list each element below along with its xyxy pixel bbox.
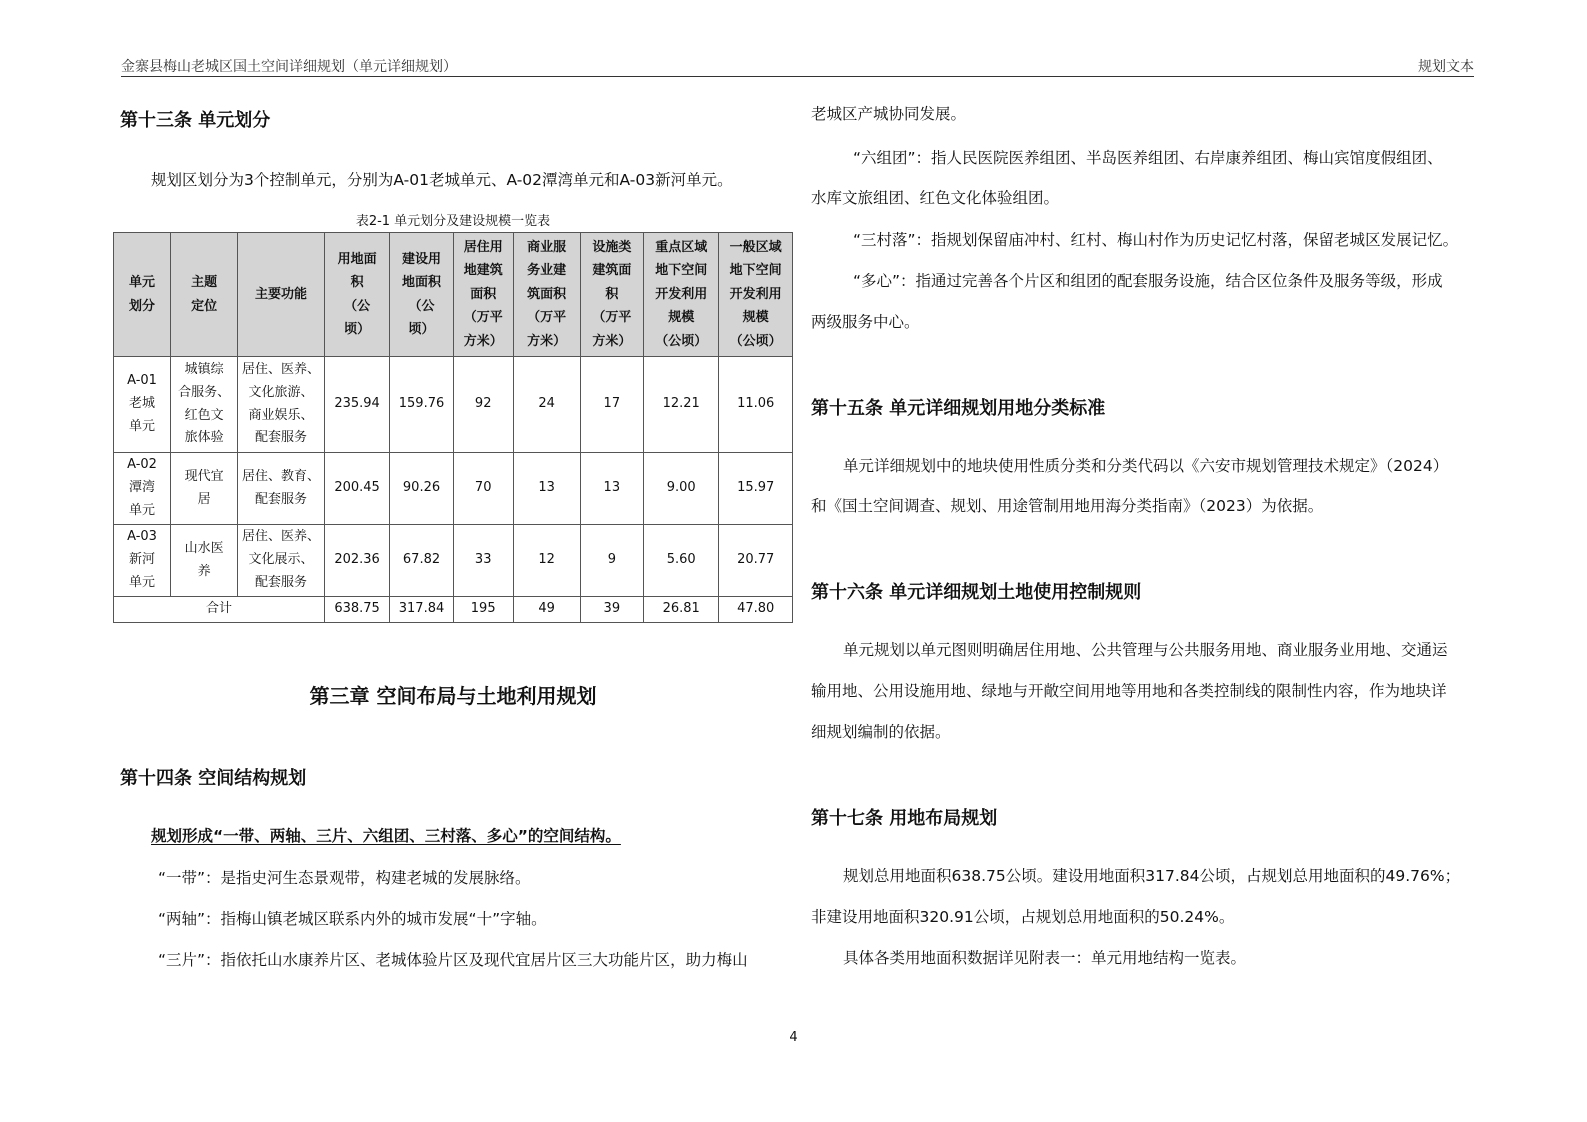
table-total-value: 638.75 [324,597,389,623]
table-cell-value: 12 [513,525,580,597]
cell-line: 养 [197,563,211,579]
section-14-liangzhou: “两轴”：指梅山镇老城区联系内外的城市发展“十”字轴。 [158,910,547,928]
header-line: 定位 [191,298,218,314]
section-16-line-1: 单元规划以单元图则明确居住用地、公共管理与公共服务用地、商业服务业用地、交通运 [843,641,1448,659]
section-17-title: 第十七条 用地布局规划 [811,808,998,829]
table-cell-value: 15.97 [719,453,793,525]
table-cell-value: 67.82 [390,525,454,597]
table-cell-unit [114,525,171,597]
table-total-value: 49 [513,597,580,623]
cell-line: 现代宜 [184,468,224,484]
table-cell-value: 24 [513,357,580,453]
section-17-line-2: 非建设用地面积320.91公顷，占规划总用地面积的50.24%。 [811,908,1235,926]
cell-line: 旅体验 [184,430,224,446]
cell-line: 潭湾 [129,480,156,496]
table-total-row [114,597,793,623]
header-line: 地面积 [402,275,442,291]
table-total-value: 317.84 [390,597,454,623]
header-document-title: 金寨县梅山老城区国土空间详细规划（单元详细规划） [121,59,457,75]
header-line: 方米） [527,333,567,349]
header-line: 顷） [344,321,371,337]
table-cell-theme [171,453,238,525]
header-line: （万平 [592,310,632,326]
header-line: （公 [344,298,371,314]
continued-text: 老城区产城协同发展。 [811,105,967,123]
cell-line: A-01 [127,373,157,389]
section-13-paragraph: 规划区划分为3个控制单元，分别为A-01老城单元、A-02潭湾单元和A-03新河单元。 [151,171,733,189]
header-line: 地建筑 [463,263,503,279]
table-cell-value: 11.06 [719,357,793,453]
header-line: 商业服 [527,240,567,256]
table-cell-func [238,525,325,597]
duoxin-line-1: “多心”：指通过完善各个片区和组团的配套服务设施，结合区位条件及服务等级，形成 [853,272,1443,290]
sancunluo-line: “三村落”：指规划保留庙冲村、红村、梅山村作为历史记忆村落，保留老城区发展记忆。 [853,231,1459,249]
table-total-label: 合计 [114,597,325,623]
table-cell-value: 9 [580,525,643,597]
table-cell-value: 12.21 [644,357,719,453]
table-cell-value: 20.77 [719,525,793,597]
liuzutuan-line-1: “六组团”：指人民医院医养组团、半岛医养组团、右岸康养组团、梅山宾馆度假组团、 [853,149,1443,167]
table-header-cell [453,233,513,357]
cell-line: 老城 [129,396,156,412]
table-total-value: 195 [453,597,513,623]
table-cell-value: 200.45 [324,453,389,525]
table-total-value: 47.80 [719,597,793,623]
table-row [114,357,793,453]
header-line: 设施类 [592,240,632,256]
header-line: 顷） [408,321,435,337]
header-line: 开发利用 [655,286,708,302]
header-line: 居住用 [463,240,503,256]
header-line: 面积 [470,286,497,302]
header-line: 重点区域 [655,240,708,256]
table-cell-func [238,453,325,525]
table-header-cell [513,233,580,357]
table-cell-value: 90.26 [390,453,454,525]
section-17-line-3: 具体各类用地面积数据详见附表一：单元用地结构一览表。 [843,949,1247,967]
header-line: 积 [605,286,619,302]
table-cell-value: 13 [580,453,643,525]
cell-line: 单元 [129,502,156,518]
table-cell-unit [114,453,171,525]
header-line: 划分 [129,298,156,314]
table-cell-value: 13 [513,453,580,525]
table-cell-func [238,357,325,453]
cell-line: 居住、教育、 [241,468,320,484]
header-line: （公顷） [729,333,782,349]
header-line: 地下空间 [729,263,782,279]
cell-line: 文化旅游、 [248,384,314,400]
table-cell-theme [171,357,238,453]
table-cell-theme [171,525,238,597]
table-header-cell [324,233,389,357]
cell-line: 居 [197,491,211,507]
cell-line: A-03 [127,529,157,545]
header-line: 主要功能 [254,286,307,302]
section-15-title: 第十五条 单元详细规划用地分类标准 [811,398,1106,419]
cell-line: 配套服务 [254,491,307,507]
unit-scale-table [113,232,793,623]
section-14-title: 第十四条 空间结构规划 [120,768,307,789]
duoxin-line-2: 两级服务中心。 [811,313,920,331]
table-cell-value: 17 [580,357,643,453]
cell-line: 新河 [129,552,156,568]
table-total-value: 39 [580,597,643,623]
header-line: 主题 [191,275,218,291]
table-cell-value: 235.94 [324,357,389,453]
header-line: 务业建 [527,263,567,279]
header-document-type: 规划文本 [1418,59,1474,75]
cell-line: 配套服务 [254,574,307,590]
section-16-line-2: 输用地、公用设施用地、绿地与开敞空间用地等用地和各类控制线的限制性内容，作为地块详 [811,682,1447,700]
cell-line: 山水医 [184,540,224,556]
header-line: 一般区域 [729,240,782,256]
cell-line: 单元 [129,574,156,590]
header-line: 积 [350,275,364,291]
table-header-cell [644,233,719,357]
section-14-lead: 规划形成“一带、两轴、三片、六组团、三村落、多心”的空间结构。 [151,827,621,845]
section-14-sanpian: “三片”：指依托山水康养片区、老城体验片区及现代宜居片区三大功能片区，助力梅山 [158,951,748,969]
table-caption: 表2-1 单元划分及建设规模一览表 [355,214,551,229]
cell-line: 城镇综 [184,362,224,377]
header-line: 地下空间 [655,263,708,279]
cell-line: 合服务、 [178,384,231,400]
table-header-cell [114,233,171,357]
table-cell-value: 159.76 [390,357,454,453]
section-14-yidai: “一带”：是指史河生态景观带，构建老城的发展脉络。 [158,869,531,887]
table-header-cell [238,233,325,357]
header-line: 规模 [742,310,769,326]
header-line: （万平 [527,310,567,326]
header-line: 用地面 [337,251,377,267]
table-cell-value: 202.36 [324,525,389,597]
header-line: 方米） [463,333,503,349]
table-cell-value: 9.00 [644,453,719,525]
cell-line: A-02 [127,457,157,473]
cell-line: 居住、医养、 [241,362,320,377]
cell-line: 单元 [129,418,156,434]
section-15-line-1: 单元详细规划中的地块使用性质分类和分类代码以《六安市规划管理技术规定》（2024） [843,457,1449,475]
table-cell-value: 5.60 [644,525,719,597]
table-header-cell [719,233,793,357]
table-total-value: 26.81 [644,597,719,623]
table-cell-value: 92 [453,357,513,453]
table-cell-unit [114,357,171,453]
table-cell-value: 70 [453,453,513,525]
table-row [114,525,793,597]
cell-line: 红色文 [184,407,224,423]
header-line: 建设用 [402,251,442,267]
cell-line: 配套服务 [254,430,307,446]
cell-line: 商业娱乐、 [248,407,314,423]
table-row [114,453,793,525]
section-17-line-1: 规划总用地面积638.75公顷。建设用地面积317.84公顷，占规划总用地面积的49.76%； [843,867,1461,885]
header-line: 开发利用 [729,286,782,302]
table-cell-value: 33 [453,525,513,597]
cell-line: 居住、医养、 [241,529,320,545]
liuzutuan-line-2: 水库文旅组团、红色文化体验组团。 [811,189,1060,207]
header-line: 建筑面 [592,263,632,279]
section-13-title: 第十三条 单元划分 [120,110,271,131]
header-line: 规模 [668,310,695,326]
header-line: （公顷） [655,333,708,349]
header-line: （公 [408,298,435,314]
page-number: 4 [789,1030,798,1045]
header-line: 单元 [129,275,156,291]
table-header-cell [171,233,238,357]
cell-line: 文化展示、 [248,552,314,568]
header-line: 方米） [592,333,632,349]
section-15-line-2: 和《国土空间调查、规划、用途管制用地用海分类指南》（2023）为依据。 [811,497,1324,515]
table-header-cell [390,233,454,357]
page-header [121,56,1474,77]
header-line: （万平 [463,310,503,326]
section-16-title: 第十六条 单元详细规划土地使用控制规则 [811,582,1142,603]
header-line: 筑面积 [527,286,567,302]
section-16-line-3: 细规划编制的依据。 [811,723,951,741]
chapter-title: 第三章 空间布局与土地利用规划 [309,684,597,708]
table-header-cell [580,233,643,357]
